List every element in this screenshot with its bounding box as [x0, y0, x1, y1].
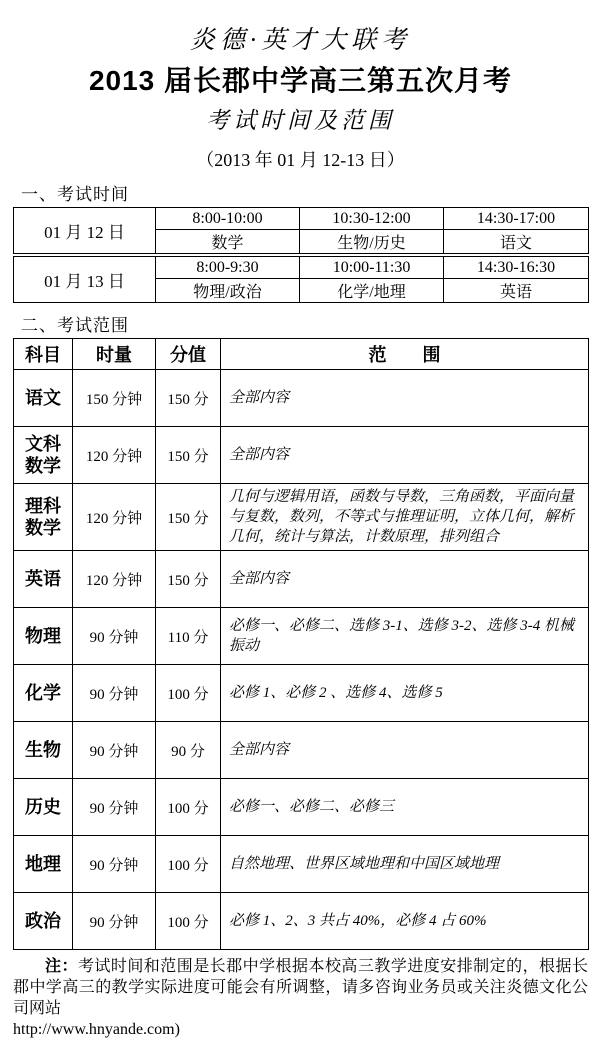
scope-cell: 全部内容: [221, 551, 589, 608]
table-row: [14, 370, 589, 427]
exam-scope-table: [13, 338, 589, 950]
table-row: [14, 551, 589, 608]
subject-cell: 物理: [14, 608, 73, 665]
duration-cell: 150 分钟: [73, 370, 156, 427]
exam-title: 2013 届长郡中学高三第五次月考: [88, 65, 513, 96]
table-row: [14, 608, 589, 665]
session-subject: 物理/政治: [156, 279, 300, 303]
score-cell: 150 分: [156, 484, 221, 551]
duration-cell: 120 分钟: [73, 484, 156, 551]
note-text: 考试时间和范围是长郡中学根据本校高三教学进度安排制定的，根据长郡中学高三的教学实际进度可能会有所调整，请多咨询业务员或关注炎德文化公司网站: [13, 958, 588, 1017]
session-subject: 生物/历史: [300, 230, 444, 256]
session-time: 8:00-10:00: [156, 208, 300, 230]
score-cell: 150 分: [156, 551, 221, 608]
session-time: 14:30-16:30: [444, 255, 589, 279]
score-cell: 150 分: [156, 427, 221, 484]
duration-cell: 90 分钟: [73, 722, 156, 779]
exam-time-table: [13, 207, 589, 303]
table-row: [14, 779, 589, 836]
date-range: （2013 年 01 月 12-13 日）: [196, 150, 405, 170]
subject-cell: 历史: [14, 779, 73, 836]
note-label: 注：: [45, 958, 78, 975]
table-row: [14, 484, 589, 551]
table-row: [14, 208, 589, 230]
section1-heading: 一、考试时间: [21, 185, 129, 204]
scope-cell: 几何与逻辑用语，函数与导数，三角函数，平面向量与复数，数列，不等式与推理证明，立体几何，解析几何，统计与算法，计数原理，排列组合: [221, 484, 589, 551]
table-row: [14, 893, 589, 950]
duration-cell: 90 分钟: [73, 836, 156, 893]
session-time: 10:30-12:00: [300, 208, 444, 230]
website-url: http://www.hnyande.com): [13, 1021, 180, 1038]
score-cell: 90 分: [156, 722, 221, 779]
duration-cell: 120 分钟: [73, 551, 156, 608]
table-row: [14, 427, 589, 484]
session-time: 8:00-9:30: [156, 255, 300, 279]
column-header-score: 分值: [156, 339, 221, 370]
session-subject: 英语: [444, 279, 589, 303]
score-cell: 100 分: [156, 836, 221, 893]
schedule-date-cell: 01 月 12 日: [14, 208, 156, 256]
column-header-subject: 科目: [14, 339, 73, 370]
scope-cell: 全部内容: [221, 427, 589, 484]
scope-cell: 全部内容: [221, 722, 589, 779]
session-time: 10:00-11:30: [300, 255, 444, 279]
table-row: [14, 665, 589, 722]
session-subject: 语文: [444, 230, 589, 256]
score-cell: 100 分: [156, 893, 221, 950]
footer-note: [13, 956, 588, 1019]
duration-cell: 90 分钟: [73, 779, 156, 836]
subtitle: 考试时间及范围: [206, 108, 395, 133]
session-time: 14:30-17:00: [444, 208, 589, 230]
subject-cell: 语文: [14, 370, 73, 427]
score-cell: 110 分: [156, 608, 221, 665]
duration-cell: 90 分钟: [73, 608, 156, 665]
column-header-duration: 时量: [73, 339, 156, 370]
subject-cell: 生物: [14, 722, 73, 779]
duration-cell: 120 分钟: [73, 427, 156, 484]
subject-cell: 英语: [14, 551, 73, 608]
brand-title: 炎德·英才大联考: [189, 27, 412, 54]
section2-heading: 二、考试范围: [21, 316, 129, 335]
subject-cell: 文科数学: [14, 427, 73, 484]
subject-cell: 地理: [14, 836, 73, 893]
table-row: [14, 255, 589, 279]
subject-cell: 化学: [14, 665, 73, 722]
scope-cell: 必修一、必修二、必修三: [221, 779, 589, 836]
scope-cell: 必修 1、2、3 共占 40%，必修 4 占 60%: [221, 893, 589, 950]
schedule-date-cell: 01 月 13 日: [14, 255, 156, 303]
scope-cell: 自然地理、世界区域地理和中国区域地理: [221, 836, 589, 893]
subject-cell: 政治: [14, 893, 73, 950]
score-cell: 150 分: [156, 370, 221, 427]
scope-cell: 必修 1、必修 2 、选修 4、选修 5: [221, 665, 589, 722]
score-cell: 100 分: [156, 779, 221, 836]
scope-cell: 必修一、必修二、选修 3-1、选修 3-2、选修 3-4 机械振动: [221, 608, 589, 665]
session-subject: 数学: [156, 230, 300, 256]
score-cell: 100 分: [156, 665, 221, 722]
scope-cell: 全部内容: [221, 370, 589, 427]
duration-cell: 90 分钟: [73, 893, 156, 950]
column-header-scope: 范 围: [221, 339, 589, 370]
table-row: [14, 722, 589, 779]
table-row: [14, 836, 589, 893]
table-header-row: [14, 339, 589, 370]
subject-cell: 理科数学: [14, 484, 73, 551]
duration-cell: 90 分钟: [73, 665, 156, 722]
session-subject: 化学/地理: [300, 279, 444, 303]
